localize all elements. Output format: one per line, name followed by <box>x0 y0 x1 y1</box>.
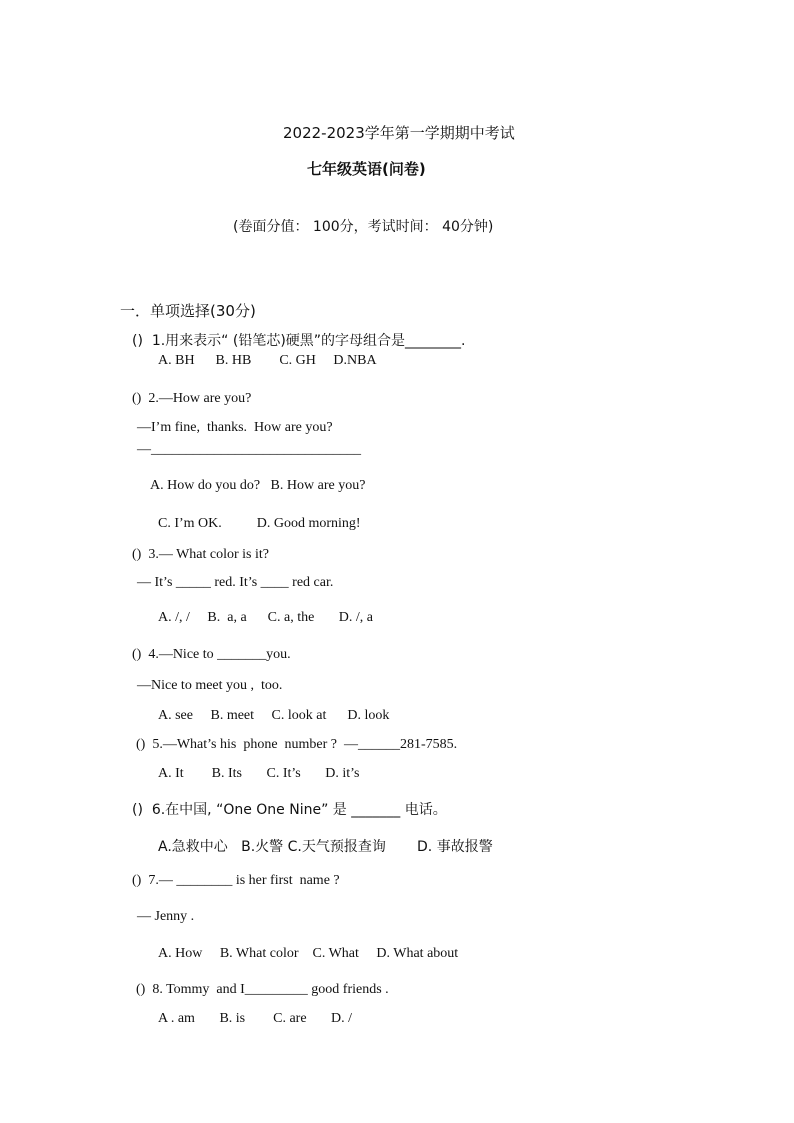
question-3-line2: — It’s _____ red. It’s ____ red car. <box>137 575 334 590</box>
question-2-options-2: C. I’m OK. D. Good morning! <box>158 516 361 531</box>
exam-info: (卷面分值： 100分，考试时间： 40分钟) <box>233 219 494 235</box>
question-7-line2: — Jenny . <box>137 909 195 924</box>
question-7-stem: () 7.— ________ is her first name ? <box>132 873 340 888</box>
question-2-answer-line: —______________________________ <box>137 442 361 457</box>
question-4-line2: —Nice to meet you , too. <box>137 678 283 693</box>
question-1-stem: () 1.用来表示“ (铅笔芯)硬黑”的字母组合是________. <box>132 333 466 349</box>
question-6-stem: () 6.在中国, “One One Nine” 是 _______ 电话。 <box>132 802 447 818</box>
exam-title: 2022-2023学年第一学期期中考试 <box>283 124 515 142</box>
question-4-stem: () 4.—Nice to _______you. <box>132 647 291 662</box>
question-2-stem: () 2.—How are you? <box>132 391 252 406</box>
question-5-stem: () 5.—What’s his phone number ? —______281-7585. <box>136 737 458 752</box>
question-3-stem: () 3.— What color is it? <box>132 547 269 562</box>
question-2-options-1: A. How do you do? B. How are you? <box>150 478 366 493</box>
exam-subtitle: 七年级英语(问卷) <box>307 160 426 178</box>
question-6-options: A.急救中心 B.火警 C.天气预报查询 D. 事故报警 <box>158 839 493 855</box>
question-2-line2: —I’m fine, thanks. How are you? <box>137 420 333 435</box>
question-4-options: A. see B. meet C. look at D. look <box>158 708 390 723</box>
question-5-options: A. It B. Its C. It’s D. it’s <box>158 766 360 781</box>
question-1-options: A. BH B. HB C. GH D.NBA <box>158 353 377 368</box>
question-3-options: A. /, / B. a, a C. a, the D. /, a <box>158 610 374 625</box>
question-8-options: A . am B. is C. are D. / <box>158 1011 353 1026</box>
question-7-options: A. How B. What color C. What D. What about <box>158 946 459 961</box>
section-heading: 一．单项选择(30分) <box>120 302 256 320</box>
question-8-stem: () 8. Tommy and I_________ good friends . <box>136 982 389 997</box>
